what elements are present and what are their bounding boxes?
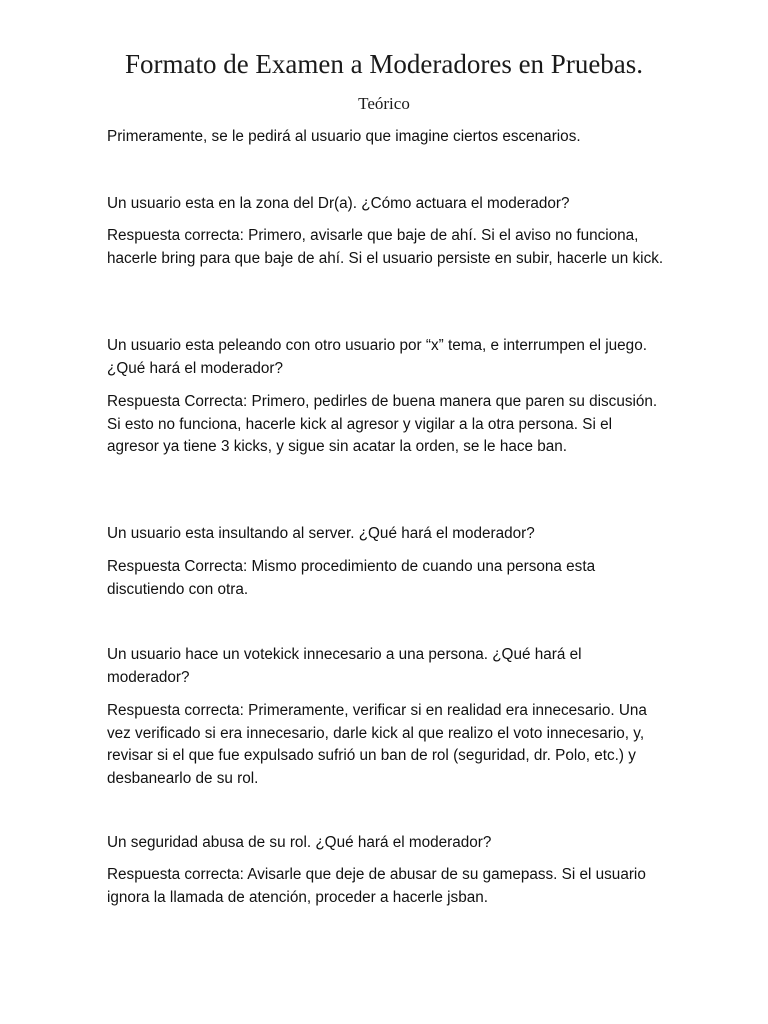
- intro-paragraph: Primeramente, se le pedirá al usuario que imagine ciertos escenarios.: [107, 128, 581, 145]
- scenario-4-answer: Respuesta correcta: Primeramente, verificar si en realidad era innecesario. Una vez verificado si era innecesario, darle kick al que realizo el voto innecesario, y, revisar si el que fue expulsado sufrió un ban de rol (seguridad, dr. Polo, etc.) y desbanearlo de su rol.: [107, 702, 647, 787]
- scenario-2-answer: Respuesta Correcta: Primero, pedirles de buena manera que paren su discusión. Si esto no funciona, hacerle kick al agresor y vigilar a la otra persona. Si el agresor ya tiene 3 kicks, y sigue sin acatar la orden, se le hace ban.: [107, 393, 658, 455]
- scenario-3-question: Un usuario esta insultando al server. ¿Qué hará el moderador?: [107, 525, 535, 542]
- scenario-5-question: Un seguridad abusa de su rol. ¿Qué hará el moderador?: [107, 834, 492, 851]
- scenario-2-question: Un usuario esta peleando con otro usuario por “x” tema, e interrumpen el juego. ¿Qué hará el moderador?: [107, 337, 647, 377]
- scenario-1-answer: Respuesta correcta: Primero, avisarle que baje de ahí. Si el aviso no funciona, hacerle bring para que baje de ahí. Si el usuario persiste en subir, hacerle un kick.: [107, 227, 664, 267]
- document-title: Formato de Examen a Moderadores en Pruebas.: [124, 49, 644, 79]
- document-subtitle: Teórico: [358, 94, 410, 113]
- scenario-3-answer: Respuesta Correcta: Mismo procedimiento de cuando una persona esta discutiendo con otra.: [107, 558, 596, 598]
- scenario-5-answer: Respuesta correcta: Avisarle que deje de abusar de su gamepass. Si el usuario ignora la llamada de atención, proceder a hacerle jsban.: [107, 866, 646, 906]
- scenario-4-question: Un usuario hace un votekick innecesario a una persona. ¿Qué hará el moderador?: [107, 646, 582, 686]
- scenario-1-question: Un usuario esta en la zona del Dr(a). ¿Cómo actuara el moderador?: [107, 195, 570, 212]
